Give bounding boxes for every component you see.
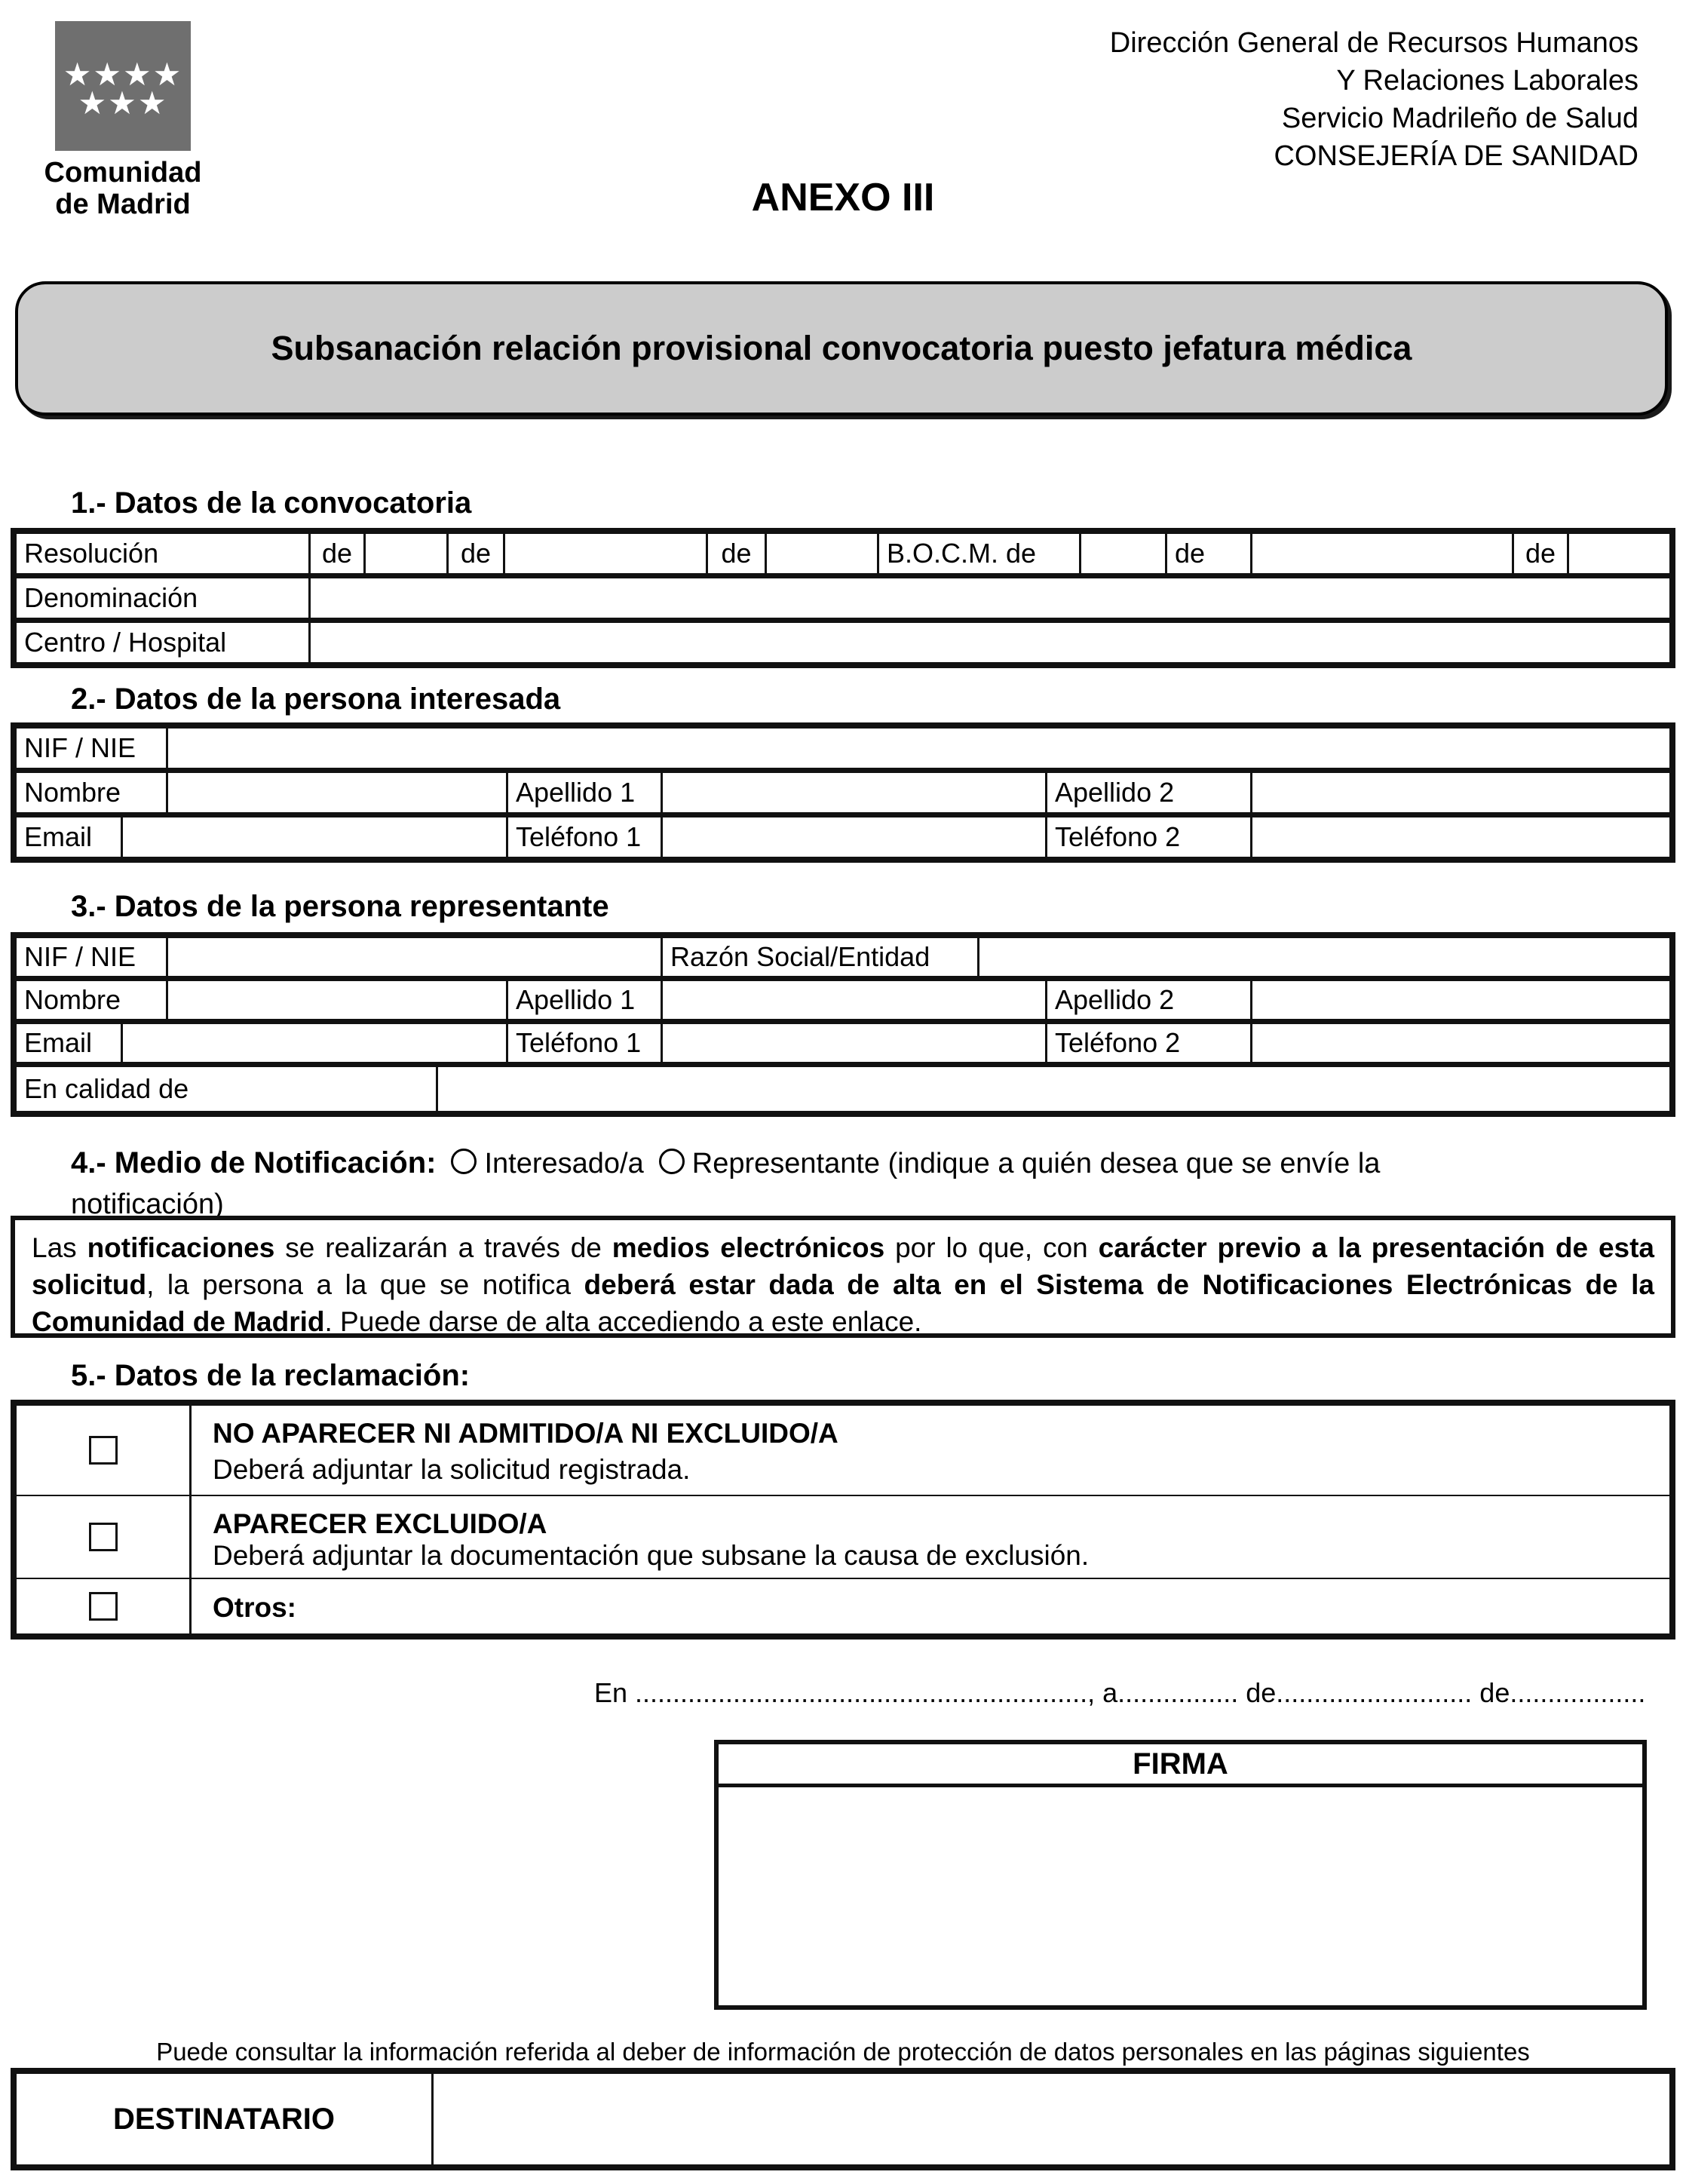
email-label: Email xyxy=(24,1027,93,1058)
comunidad-madrid-flag-logo xyxy=(55,21,191,151)
table-row xyxy=(17,534,1669,573)
apellido2-label: Apellido 2 xyxy=(1045,773,1250,812)
table-row xyxy=(17,976,1669,1019)
note-text: . Puede darse de alta accediendo a este enlace. xyxy=(324,1306,922,1337)
persona-interesada-table xyxy=(11,722,1675,863)
en-calidad-de-field[interactable] xyxy=(436,1067,1669,1111)
checkbox-icon[interactable] xyxy=(89,1436,118,1465)
option-2-desc: Deberá adjuntar la documentación que subsane la causa de exclusión. xyxy=(213,1540,1090,1571)
radio-representante-label: Representante xyxy=(691,1148,881,1179)
centro-hospital-field[interactable] xyxy=(308,623,1669,662)
resolucion-label: Resolución xyxy=(24,538,159,569)
persona-representante-table xyxy=(11,932,1675,1117)
note-text: Las xyxy=(32,1232,87,1263)
checkbox-icon[interactable] xyxy=(89,1523,118,1551)
apellido1-field[interactable] xyxy=(661,981,1045,1019)
email-field[interactable] xyxy=(121,817,506,857)
org-line: Dirección General de Recursos Humanos xyxy=(1109,27,1638,59)
denominacion-field[interactable] xyxy=(308,578,1669,618)
reclamacion-table xyxy=(11,1400,1675,1640)
en-calidad-de-label: En calidad de xyxy=(24,1073,189,1104)
flag-stars-icon: ★★★ xyxy=(78,85,168,121)
notification-note-box xyxy=(11,1216,1675,1338)
option-1-desc: Deberá adjuntar la solicitud registrada. xyxy=(213,1454,691,1485)
note-text-bold: notificaciones xyxy=(87,1232,275,1263)
option-3-content xyxy=(192,1579,1669,1633)
note-text-bold: deberá estar dada de alta en el Sistema de Notificaciones Electrónicas de la Comunidad de Madrid xyxy=(32,1269,1654,1337)
section-4-heading xyxy=(71,1143,1380,1225)
table-row xyxy=(17,768,1669,812)
telefono2-label: Teléfono 2 xyxy=(1045,817,1250,857)
resolucion-day-field[interactable] xyxy=(363,534,446,573)
nombre-field[interactable] xyxy=(166,773,506,812)
note-text-bold: medios electrónicos xyxy=(612,1232,885,1263)
table-row xyxy=(17,1495,1669,1578)
telefono1-label: Teléfono 1 xyxy=(506,1024,661,1062)
nif-nie-field[interactable] xyxy=(166,938,661,976)
nombre-label: Nombre xyxy=(24,984,121,1015)
apellido1-field[interactable] xyxy=(661,773,1045,812)
privacy-note: Puede consultar la información referida al deber de información de protección de datos personales en las páginas siguientes xyxy=(156,2038,1530,2066)
table-row xyxy=(17,573,1669,618)
option-3-checkbox-cell xyxy=(17,1579,192,1633)
bocm-month-field[interactable] xyxy=(1250,534,1512,573)
table-row xyxy=(17,1062,1669,1111)
org-line: CONSEJERÍA DE SANIDAD xyxy=(1274,140,1638,172)
nombre-field[interactable] xyxy=(166,981,506,1019)
de-label: de xyxy=(706,534,765,573)
table-row xyxy=(17,938,1669,976)
section-4-heading-label: 4.- Medio de Notificación: xyxy=(71,1146,437,1179)
table-row xyxy=(17,1578,1669,1633)
resolucion-month-field[interactable] xyxy=(503,534,706,573)
note-text: , la persona a la que se notifica xyxy=(146,1269,584,1300)
section-2-heading: 2.- Datos de la persona interesada xyxy=(71,682,561,716)
nif-nie-field[interactable] xyxy=(166,729,1669,768)
option-1-title: NO APARECER NI ADMITIDO/A NI EXCLUIDO/A xyxy=(213,1418,838,1449)
email-field[interactable] xyxy=(121,1024,506,1062)
telefono2-label: Teléfono 2 xyxy=(1045,1024,1250,1062)
notification-hint-part1: (indique a quién desea que se envíe la xyxy=(880,1148,1381,1179)
org-line: Servicio Madrileño de Salud xyxy=(1281,103,1638,134)
notification-choice-line xyxy=(71,1143,1380,1184)
destinatario-table xyxy=(11,2068,1675,2170)
telefono1-label: Teléfono 1 xyxy=(506,817,661,857)
org-line: Y Relaciones Laborales xyxy=(1336,65,1638,97)
telefono1-field[interactable] xyxy=(661,1024,1045,1062)
section-3-heading: 3.- Datos de la persona representante xyxy=(71,890,609,923)
resolucion-year-field[interactable] xyxy=(765,534,877,573)
nombre-label: Nombre xyxy=(24,777,121,808)
logo-line-1: Comunidad xyxy=(44,157,202,189)
bocm-year-field[interactable] xyxy=(1567,534,1669,573)
option-1-checkbox-cell xyxy=(17,1406,192,1495)
signature-label: FIRMA xyxy=(1133,1747,1228,1781)
de-label: de xyxy=(446,534,503,573)
flag-stars-icon: ★★★★ xyxy=(63,57,183,92)
note-text: por lo que, con xyxy=(884,1232,1099,1263)
signature-header xyxy=(719,1744,1642,1787)
checkbox-icon[interactable] xyxy=(89,1592,118,1621)
option-3-title: Otros: xyxy=(213,1592,296,1623)
table-row xyxy=(17,618,1669,662)
option-2-title: APARECER EXCLUIDO/A xyxy=(213,1508,547,1539)
apellido1-label: Apellido 1 xyxy=(506,773,661,812)
destinatario-label: DESTINATARIO xyxy=(17,2074,434,2164)
razon-social-label: Razón Social/Entidad xyxy=(661,938,977,976)
bocm-day-field[interactable] xyxy=(1079,534,1165,573)
date-place-line[interactable]: En ............................................................, a................ de.......................... de.................. xyxy=(594,1677,1646,1708)
table-row xyxy=(17,1019,1669,1062)
apellido2-field[interactable] xyxy=(1250,981,1669,1019)
email-label: Email xyxy=(24,821,93,852)
radio-representante-icon[interactable] xyxy=(659,1149,685,1174)
bocm-de-label: B.O.C.M. de xyxy=(877,534,1079,573)
apellido2-label: Apellido 2 xyxy=(1045,981,1250,1019)
destinatario-field[interactable] xyxy=(434,2074,1669,2164)
de-label: de xyxy=(308,534,363,573)
denominacion-label: Denominación xyxy=(24,582,198,613)
notification-hint-part2: notificación) xyxy=(71,1189,224,1220)
section-5-heading: 5.- Datos de la reclamación: xyxy=(71,1359,471,1392)
radio-interesado-icon[interactable] xyxy=(451,1149,477,1174)
table-row xyxy=(17,1406,1669,1495)
option-1-content xyxy=(192,1406,1669,1495)
signature-box xyxy=(714,1740,1647,2010)
telefono2-field[interactable] xyxy=(1250,817,1669,857)
annex-title: ANEXO III xyxy=(751,176,935,219)
option-2-content xyxy=(192,1496,1669,1578)
org-header xyxy=(1110,24,1638,175)
convocatoria-table xyxy=(11,528,1675,668)
form-title-box xyxy=(15,281,1668,416)
form-title: Subsanación relación provisional convocatoria puesto jefatura médica xyxy=(271,329,1412,367)
option-2-checkbox-cell xyxy=(17,1496,192,1578)
logo-line-2: de Madrid xyxy=(55,189,191,220)
radio-interesado-label: Interesado/a xyxy=(484,1148,644,1179)
apellido2-field[interactable] xyxy=(1250,773,1669,812)
de-label: de xyxy=(1165,534,1250,573)
nif-nie-label: NIF / NIE xyxy=(24,732,136,763)
centro-hospital-label: Centro / Hospital xyxy=(24,627,227,658)
nif-nie-label: NIF / NIE xyxy=(24,941,136,972)
telefono2-field[interactable] xyxy=(1250,1024,1669,1062)
de-label: de xyxy=(1512,534,1567,573)
table-row xyxy=(17,812,1669,857)
table-row xyxy=(17,729,1669,768)
apellido1-label: Apellido 1 xyxy=(506,981,661,1019)
note-text-bold: carácter previo a la presentación de esta solicitud xyxy=(32,1232,1655,1300)
razon-social-field[interactable] xyxy=(977,938,1669,976)
section-1-heading: 1.- Datos de la convocatoria xyxy=(71,486,472,520)
signature-field[interactable] xyxy=(719,1787,1642,2005)
telefono1-field[interactable] xyxy=(661,817,1045,857)
note-text: se realizarán a través de xyxy=(274,1232,612,1263)
